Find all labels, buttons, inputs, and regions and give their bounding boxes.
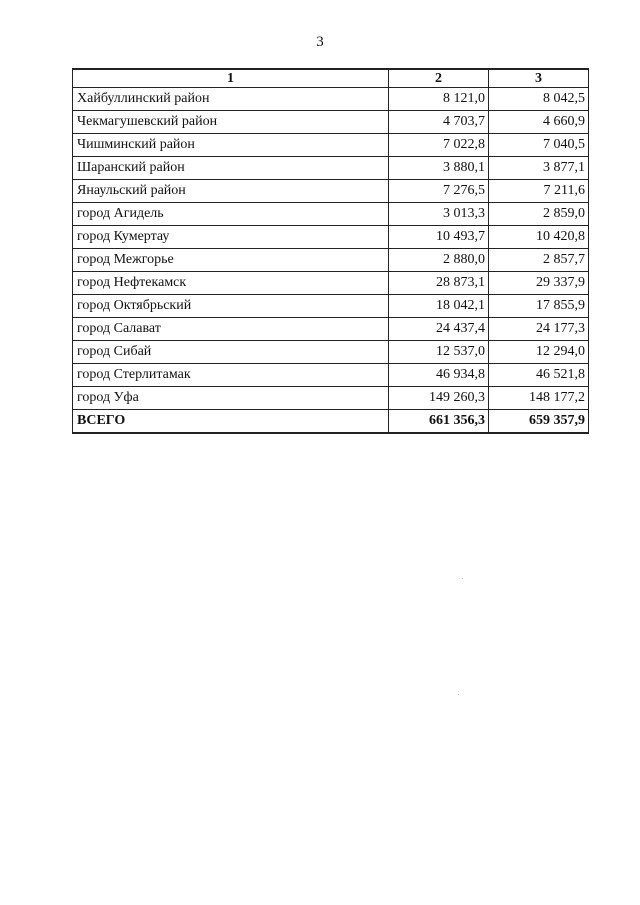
row-value-col3: 7 040,5 [489,134,589,157]
table-row [73,387,589,410]
row-value-col2: 2 880,0 [389,249,489,272]
row-value-col3: 148 177,2 [489,387,589,410]
total-value-col2: 661 356,3 [389,410,489,434]
table-row [73,180,589,203]
row-value-col3: 24 177,3 [489,318,589,341]
table-row [73,226,589,249]
row-name: город Сибай [73,341,389,364]
row-value-col3: 29 337,9 [489,272,589,295]
row-value-col3: 7 211,6 [489,180,589,203]
row-name: Шаранский район [73,157,389,180]
total-value-col3: 659 357,9 [489,410,589,434]
row-value-col3: 8 042,5 [489,88,589,111]
table-row [73,295,589,318]
row-value-col3: 3 877,1 [489,157,589,180]
row-value-col2: 18 042,1 [389,295,489,318]
total-label: ВСЕГО [73,410,389,434]
scan-speck [462,578,463,579]
row-name: город Агидель [73,203,389,226]
scan-speck [458,694,459,695]
table-row [73,88,589,111]
row-name: город Уфа [73,387,389,410]
row-value-col2: 10 493,7 [389,226,489,249]
row-value-col2: 7 022,8 [389,134,489,157]
row-name: город Октябрьский [73,295,389,318]
row-value-col2: 4 703,7 [389,111,489,134]
table-row [73,157,589,180]
row-value-col2: 3 880,1 [389,157,489,180]
column-header-3: 3 [489,69,589,88]
table-row [73,111,589,134]
row-value-col3: 2 859,0 [489,203,589,226]
row-value-col3: 2 857,7 [489,249,589,272]
table-row [73,272,589,295]
table-row [73,318,589,341]
row-value-col2: 24 437,4 [389,318,489,341]
row-value-col2: 3 013,3 [389,203,489,226]
row-value-col3: 12 294,0 [489,341,589,364]
row-value-col2: 149 260,3 [389,387,489,410]
table-row [73,249,589,272]
row-value-col2: 12 537,0 [389,341,489,364]
row-name: город Нефтекамск [73,272,389,295]
table-header-row [73,69,589,88]
row-value-col3: 17 855,9 [489,295,589,318]
row-value-col3: 46 521,8 [489,364,589,387]
table-row [73,341,589,364]
row-name: Хайбуллинский район [73,88,389,111]
column-header-2: 2 [389,69,489,88]
row-value-col2: 8 121,0 [389,88,489,111]
row-value-col2: 28 873,1 [389,272,489,295]
row-name: город Кумертау [73,226,389,249]
row-value-col2: 46 934,8 [389,364,489,387]
table-total-row [73,410,589,434]
row-value-col2: 7 276,5 [389,180,489,203]
column-header-1: 1 [73,69,389,88]
data-table [72,68,589,434]
row-name: город Межгорье [73,249,389,272]
table-row [73,134,589,157]
row-name: Чекмагушевский район [73,111,389,134]
table-row [73,203,589,226]
row-name: город Салават [73,318,389,341]
row-name: Чишминский район [73,134,389,157]
row-value-col3: 4 660,9 [489,111,589,134]
row-name: город Стерлитамак [73,364,389,387]
row-value-col3: 10 420,8 [489,226,589,249]
table-row [73,364,589,387]
row-name: Янаульский район [73,180,389,203]
page-number: 3 [316,34,324,50]
